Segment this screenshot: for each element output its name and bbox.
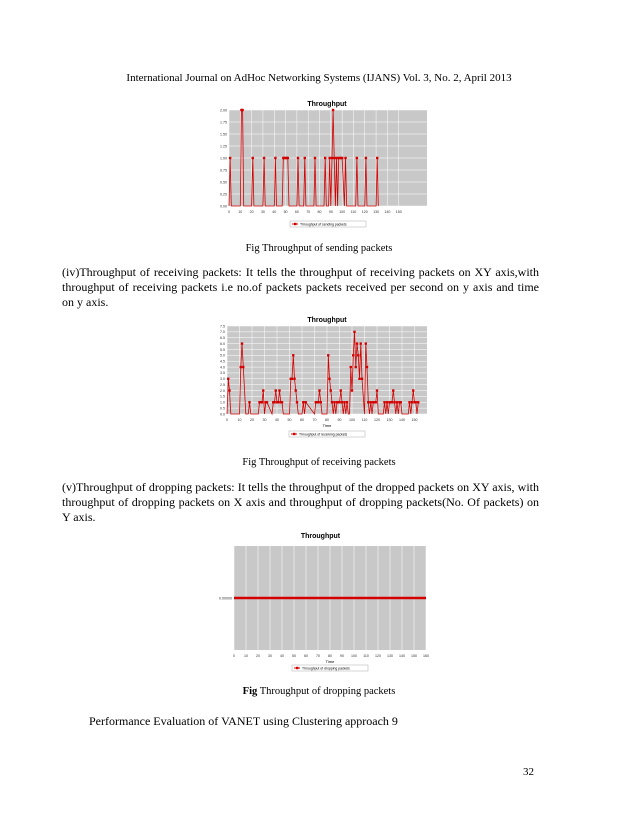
legend-label: Throughput of dropping packets [302, 666, 350, 671]
data-point [367, 401, 369, 403]
y-tick-label: 1.25 [220, 144, 227, 149]
data-point [291, 378, 293, 380]
x-tick-label: 80 [325, 418, 329, 422]
data-point [327, 354, 329, 356]
y-tick-label: 0.5 [220, 406, 225, 411]
data-point [370, 401, 372, 403]
data-point [356, 157, 358, 159]
x-tick-label: 130 [373, 210, 380, 214]
x-tick-label: 80 [317, 210, 322, 214]
x-tick-label: 130 [386, 418, 393, 422]
x-tick-label: 70 [312, 418, 317, 422]
data-point [386, 401, 388, 403]
data-point [352, 354, 354, 356]
legend-swatch-marker [296, 667, 298, 669]
x-tick-label: 50 [287, 418, 292, 422]
x-tick-label: 0 [233, 654, 235, 658]
x-tick-label: 150 [411, 654, 417, 658]
data-point [333, 401, 335, 403]
x-tick-label: 40 [275, 418, 279, 422]
x-tick-label: 100 [349, 418, 355, 422]
y-tick-label: 0.00000 [219, 596, 232, 601]
x-tick-label: 70 [306, 210, 311, 214]
data-point [314, 157, 316, 159]
chart-dropping-svg [190, 530, 435, 678]
y-tick-label: 2.0 [220, 388, 225, 393]
fig-caption-text: Throughput of dropping packets [257, 686, 396, 697]
x-tick-label: 0 [226, 418, 228, 422]
chart-receiving-throughput [205, 314, 433, 444]
journal-header: International Journal on AdHoc Networking Systems (IJANS) Vol. 3, No. 2, April 2013 [126, 72, 512, 84]
y-tick-label: 1.50 [220, 132, 227, 137]
data-point [331, 157, 333, 159]
legend-swatch-marker [294, 223, 296, 225]
x-tick-label: 90 [337, 418, 342, 422]
paragraph-receiving: (iv)Throughput of receiving packets: It tells the throughput of receiving packets on XY axis,with throughput of receiving packets i.e no.of packets packets received per second on y axis and time on y axis. [62, 265, 539, 309]
y-tick-label: 1.75 [220, 120, 227, 125]
x-tick-label: 100 [339, 210, 346, 214]
y-tick-label: 0.50 [220, 180, 227, 185]
y-tick-label: 3.0 [220, 377, 225, 382]
y-tick-label: 0.0 [220, 412, 225, 417]
x-tick-label: 60 [304, 654, 308, 658]
figure-caption-dropping [0, 686, 638, 697]
data-point [241, 109, 243, 111]
x-tick-label: 100 [351, 654, 357, 658]
data-point [262, 389, 264, 391]
data-point [346, 401, 348, 403]
data-point [408, 401, 410, 403]
data-point [295, 389, 297, 391]
y-tick-label: 2.00 [220, 108, 227, 113]
y-tick-label: 5.0 [220, 353, 225, 358]
x-tick-label: 140 [399, 654, 405, 658]
data-point [261, 401, 263, 403]
data-point [391, 401, 393, 403]
data-point [296, 401, 298, 403]
data-point [343, 401, 345, 403]
x-tick-label: 30 [260, 210, 265, 214]
x-tick-label: 120 [375, 654, 381, 658]
x-tick-label: 150 [411, 418, 418, 422]
x-tick-label: 90 [340, 654, 344, 658]
data-point [277, 401, 279, 403]
data-point [263, 157, 265, 159]
data-point [318, 389, 320, 391]
x-tick-label: 90 [328, 210, 333, 214]
y-tick-label: 2.5 [220, 382, 225, 387]
data-point [393, 401, 395, 403]
data-point [361, 378, 363, 380]
data-point [375, 401, 377, 403]
y-tick-label: 1.5 [220, 394, 225, 399]
x-tick-label: 160 [423, 654, 429, 658]
figure-caption-sending: Fig Throughput of sending packets [245, 243, 393, 254]
data-point [366, 366, 368, 368]
footer-text: Performance Evaluation of VANET using Clustering approach 9 [89, 714, 398, 728]
data-point [302, 401, 304, 403]
data-point [305, 401, 307, 403]
data-point [273, 401, 275, 403]
legend-swatch-marker [293, 433, 295, 435]
x-tick-label: 60 [294, 210, 299, 214]
data-point [383, 401, 385, 403]
data-point [242, 366, 244, 368]
x-tick-label: 140 [399, 418, 405, 422]
data-point [417, 401, 419, 403]
data-point [341, 157, 343, 159]
data-point [240, 366, 242, 368]
data-point [358, 378, 360, 380]
x-tick-label: 30 [268, 654, 272, 658]
x-tick-label: 40 [272, 210, 277, 214]
x-tick-label: 20 [249, 210, 254, 214]
y-tick-label: 5.5 [220, 347, 225, 352]
x-tick-label: 20 [250, 418, 254, 422]
data-point [376, 157, 378, 159]
x-axis-label: Time [322, 423, 332, 428]
data-point [278, 389, 280, 391]
x-tick-label: 120 [361, 210, 368, 214]
data-point [292, 354, 294, 356]
data-point [365, 342, 367, 344]
data-point [275, 389, 277, 391]
data-point [350, 366, 352, 368]
figure-caption-receiving: Fig Throughput of receiving packets [242, 457, 396, 468]
data-point [335, 157, 337, 159]
chart-receiving-svg [205, 314, 433, 444]
data-point [351, 389, 353, 391]
x-tick-label: 10 [238, 210, 243, 214]
y-tick-label: 1.00 [220, 156, 227, 161]
data-point [328, 378, 330, 380]
y-tick-label: 4.5 [220, 359, 225, 364]
x-tick-label: 40 [280, 654, 284, 658]
data-point [252, 157, 254, 159]
data-point [392, 389, 394, 391]
data-point [338, 401, 340, 403]
chart-sending-throughput [205, 98, 433, 238]
data-point [344, 157, 346, 159]
data-point [304, 157, 306, 159]
data-point [266, 401, 268, 403]
x-axis-label: Time [325, 659, 335, 664]
page-number: 32 [523, 766, 534, 778]
y-tick-label: 6.5 [220, 336, 225, 341]
paragraph-dropping: (v)Throughput of dropping packets: It tells the throughput of the dropped packets on XY axis, with throughput of dropping packets on X axis and throughput of dropping packets(No. Of packets) on Y axis. [62, 480, 539, 524]
x-tick-label: 140 [384, 210, 391, 214]
x-tick-label: 0 [228, 210, 230, 214]
data-point [330, 389, 332, 391]
data-point [412, 389, 414, 391]
data-point [293, 378, 295, 380]
data-point [415, 401, 417, 403]
legend-label: Throughput of receiving packets [299, 432, 348, 437]
x-tick-label: 120 [374, 418, 380, 422]
data-point [341, 401, 343, 403]
chart-title: Throughput [307, 317, 347, 324]
y-tick-label: 0.25 [220, 192, 227, 197]
data-point [411, 401, 413, 403]
data-point [320, 401, 322, 403]
data-point [332, 109, 334, 111]
data-point [376, 389, 378, 391]
data-point [248, 401, 250, 403]
data-point [317, 401, 319, 403]
data-point [331, 401, 333, 403]
data-point [340, 389, 342, 391]
y-tick-label: 7.5 [220, 324, 225, 329]
data-point [274, 157, 276, 159]
data-point [229, 157, 231, 159]
x-tick-label: 10 [237, 418, 242, 422]
data-point [396, 401, 398, 403]
x-tick-label: 20 [256, 654, 260, 658]
data-point [227, 378, 229, 380]
data-point [281, 401, 283, 403]
data-point [356, 342, 358, 344]
x-tick-label: 30 [262, 418, 267, 422]
x-tick-label: 150 [395, 210, 402, 214]
data-point [324, 157, 326, 159]
x-tick-label: 130 [387, 654, 393, 658]
data-point [328, 157, 330, 159]
data-point [333, 157, 335, 159]
data-point [297, 157, 299, 159]
chart-title: Throughput [307, 101, 347, 108]
y-tick-label: 3.5 [220, 371, 225, 376]
x-tick-label: 80 [328, 654, 332, 658]
x-tick-label: 50 [292, 654, 296, 658]
y-tick-label: 0.75 [220, 168, 227, 173]
data-point [287, 157, 289, 159]
x-tick-label: 50 [283, 210, 288, 214]
data-point [357, 354, 359, 356]
x-tick-label: 110 [361, 418, 368, 422]
data-point [365, 157, 367, 159]
legend-label: Throughput of sending packets [300, 222, 347, 227]
data-point [228, 389, 230, 391]
x-tick-label: 10 [244, 654, 248, 658]
x-tick-label: 70 [316, 654, 320, 658]
y-tick-label: 6.0 [220, 341, 225, 346]
x-tick-label: 60 [300, 418, 304, 422]
y-tick-label: 4.0 [220, 365, 225, 370]
y-tick-label: 7.0 [220, 330, 225, 335]
data-point [360, 342, 362, 344]
data-point [355, 366, 357, 368]
y-tick-label: 0.00 [220, 204, 227, 209]
chart-sending-svg [205, 98, 433, 238]
data-point [400, 401, 402, 403]
x-tick-label: 110 [363, 654, 369, 658]
x-tick-label: 110 [350, 210, 357, 214]
chart-title: Throughput [300, 533, 341, 540]
fig-label: Fig [242, 686, 258, 697]
data-point [353, 331, 355, 333]
y-tick-label: 1.0 [220, 400, 225, 405]
chart-dropping-throughput [190, 530, 435, 678]
data-point [241, 342, 243, 344]
